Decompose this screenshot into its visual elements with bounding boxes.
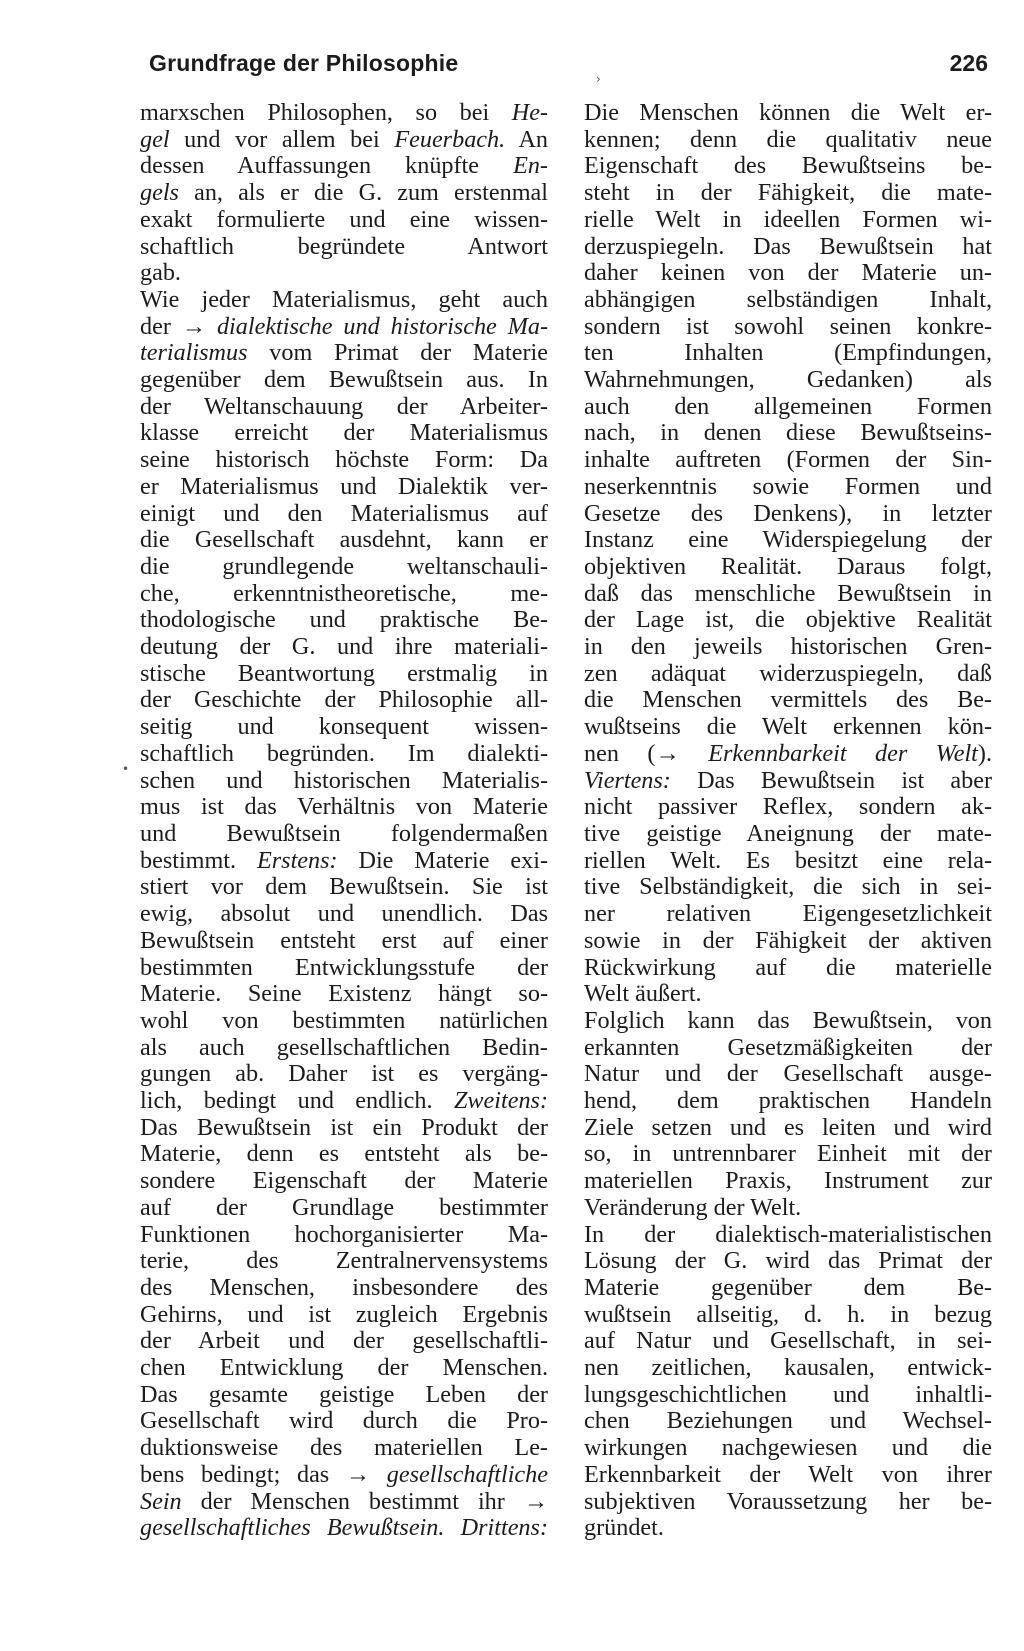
left-text-column bbox=[140, 100, 548, 1542]
cross-reference: Sein bbox=[140, 1487, 182, 1515]
page-number: 226 bbox=[949, 50, 988, 76]
paragraph: Die Menschen können die Welt er- kennen; denn die qualitativ neue Eigenschaft des Bewußtseins be- steht in der Fähigkeit, die mate- rielle Welt in ideellen Formen wi- derzuspiegeln. Das Bewußtsein hat daher keinen von der Materie un- abhängigen selbständigen Inhalt, sondern ist sowohl seinen konkre- ten Inhalten (Empfindungen, Wahrnehmungen, Gedanken) als auch den allgemeinen Formen nach, in denen diese Bewußtseins- inhalte auftreten (Formen der Sin- neserkenntnis sowie Formen und Gesetze des Denkens), in letzter Instanz eine Widerspiegelung der objektiven Realität. Daraus folgt, daß das menschliche Bewußtsein in der Lage ist, die objektive Realität in den jeweils historischen Gren- zen adäquat widerzuspiegeln, daß die Menschen vermittels des Be- wußtseins die Welt erkennen kön- nen (→ Erkennbarkeit der Welt). Viertens: Das Bewußtsein ist aber nicht passiver Reflex, sondern ak- tive geistige Aneignung der mate- riellen Welt. Es besitzt eine rela- tive Selbständigkeit, die sich in sei- ner relativen Eigengesetzlichkeit sowie in der Fähigkeit der aktiven Rückwirkung auf die materielle Welt äußert. bbox=[584, 99, 993, 1008]
cross-reference: dialektische und historische Ma- bbox=[216, 312, 549, 340]
paragraph: Folglich kann das Bewußtsein, von erkannten Gesetzmäßigkeiten der Natur und der Gesellschaft ausge- hend, dem praktischen Handeln Ziele setzen und es leiten und wird so, in untrennbarer Einheit mit der materiellen Praxis, Instrument zur Veränderung der Welt. bbox=[584, 1006, 992, 1221]
cross-reference: gesellschaftliche bbox=[386, 1460, 548, 1488]
running-header-title: Grundfrage der Philosophie bbox=[149, 50, 459, 76]
cross-reference-arrow-icon: → bbox=[523, 1487, 549, 1515]
right-text-column bbox=[584, 100, 992, 1542]
cross-reference-arrow-icon: → bbox=[181, 312, 207, 340]
scan-speck-mark: › bbox=[596, 72, 601, 86]
cross-reference-arrow-icon: → bbox=[655, 739, 680, 767]
cross-reference: terialismus bbox=[140, 339, 248, 367]
scan-speck-mark: • bbox=[122, 762, 130, 776]
paragraph: Wie jeder Materialismus, geht auch der → dialektische und historische Ma- terialismus vom Primat der Materie gegenüber dem Bewußtsein aus. In der Weltanschauung der Arbeiter- klasse erreicht der Materialismus seine historisch höchste Form: Da er Materialismus und Dialektik ver- einigt und den Materialismus auf die Gesellschaft ausdehnt, kann er die grundlegende weltanschauli- che, erkenntnistheoretische, me- thodologische und praktische Be- deutung der G. und ihre materiali- stische Beantwortung erstmalig in der Geschichte der Philosophie all- seitig und konsequent wissen- schaftlich begründen. Im dialekti- schen und historischen Materialis- mus ist das Verhältnis von Materie und Bewußtsein folgendermaßen bestimmt. Erstens: Die Materie exi- stiert vor dem Bewußtsein. Sie ist ewig, absolut und unendlich. Das Bewußtsein entsteht erst auf einer bestimmten Entwicklungsstufe der Materie. Seine Existenz hängt so- wohl von bestimmten natürlichen als auch gesellschaftlichen Bedin- gungen ab. Daher ist es vergäng- lich, bedingt und endlich. Zweitens: Das Bewußtsein ist ein Produkt der Materie, denn es entsteht als be- sondere Eigenschaft der Materie auf der Grundlage bestimmter Funktionen hochorganisierter Ma- terie, des Zentralnervensystems des Menschen, insbesondere des Gehirns, und ist zugleich Ergebnis der Arbeit und der gesellschaftli- chen Entwicklung der Menschen. Das gesamte geistige Leben der Gesellschaft wird durch die Pro- duktionsweise des materiellen Le- bens bedingt; das → gesellschaftliche Sein der Menschen bestimmt ihr → gesellschaftliches Bewußtsein. Drittens: bbox=[140, 285, 549, 1542]
paragraph: marxschen Philosophen, so bei He- gel und vor allem bei Feuerbach. An dessen Auffassungen knüpfte En- gels an, als er die G. zum erstenmal exakt formulierte und eine wissen- schaftlich begründete Antwort gab. bbox=[140, 99, 548, 287]
paragraph: In der dialektisch-materialistischen Lösung der G. wird das Primat der Materie gegenüber dem Be- wußtsein allseitig, d. h. in bezug auf Natur und Gesellschaft, in sei- nen zeitlichen, kausalen, entwick- lungsgeschichtlichen und inhaltli- chen Beziehungen und Wechsel- wirkungen nachgewiesen und die Erkennbarkeit der Welt von ihrer subjektiven Voraussetzung her be- gründet. bbox=[584, 1220, 992, 1542]
cross-reference: gesellschaftliches Bewußtsein. Drittens: bbox=[140, 1514, 548, 1542]
cross-reference: Erkennbarkeit der Welt bbox=[708, 739, 978, 767]
cross-reference-arrow-icon: → bbox=[345, 1460, 371, 1488]
